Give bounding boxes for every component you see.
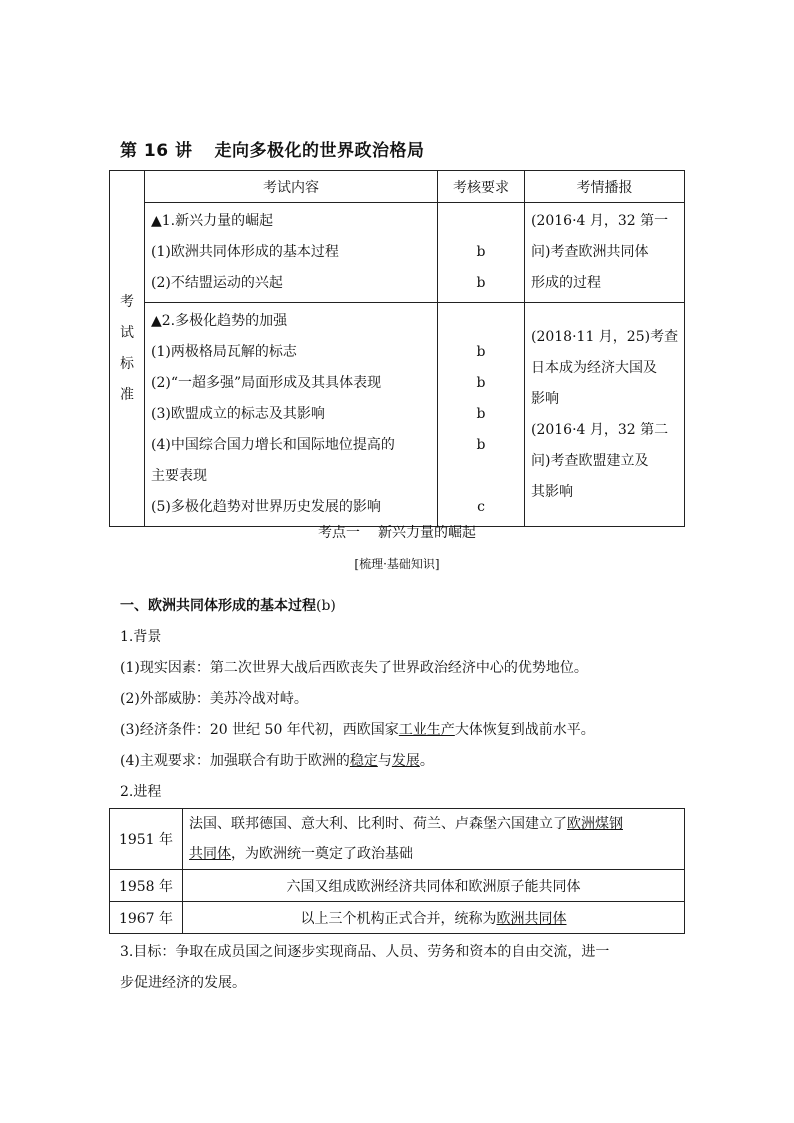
table-row [110, 809, 685, 870]
table-row [110, 870, 685, 902]
year-cell: 1967 年 [110, 902, 183, 934]
background-point-3: (3)经济条件：20 世纪 50 年代初，西欧国家工业生产大体恢复到战前水平。 [120, 722, 595, 738]
lecture-title: 走向多极化的世界政治格局 [214, 141, 425, 161]
side-label: 考 试 标 准 [110, 171, 145, 527]
header-info: 考情播报 [525, 171, 685, 203]
goal-line-1: 3.目标：争取在成员国之间逐步实现商品、人员、劳务和资本的自由交流，进一 [120, 944, 610, 960]
year-cell: 1958 年 [110, 870, 183, 902]
lecture-number: 第 16 讲 [120, 141, 193, 161]
info-cell: (2018·11 月，25)考查 日本成为经济大国及 影响 (2016·4 月，32 第二 问)考查欧盟建立及 其影响 [525, 303, 685, 527]
process-heading: 2.进程 [120, 784, 162, 800]
event-cell: 六国又组成欧洲经济共同体和欧洲原子能共同体 [183, 870, 685, 902]
exam-standards-table [109, 170, 685, 527]
content-cell: ▲2.多极化趋势的加强 (1)两极格局瓦解的标志 (2)“一超多强”局面形成及其具体表现 (3)欧盟成立的标志及其影响 (4)中国综合国力增长和国际地位提高的 主要表现 (5)多极化趋势对世界历史发展的影响 [145, 303, 438, 527]
table-row [110, 303, 685, 527]
header-content: 考试内容 [145, 171, 438, 203]
table-row [110, 902, 685, 934]
info-cell: (2016·4 月，32 第一 问)考查欧洲共同体 形成的过程 [525, 203, 685, 303]
process-table [109, 808, 685, 934]
page-title [120, 136, 425, 161]
event-cell: 法国、联邦德国、意大利、比利时、荷兰、卢森堡六国建立了欧洲煤钢 共同体，为欧洲统一奠定了政治基础 [183, 809, 685, 870]
goal-line-2: 步促进经济的发展。 [120, 975, 246, 991]
event-cell: 以上三个机构正式合并，统称为欧洲共同体 [183, 902, 685, 934]
requirement-cell: b b b b c [438, 303, 525, 527]
year-cell: 1951 年 [110, 809, 183, 870]
background-point-1: (1)现实因素：第二次世界大战后西欧丧失了世界政治经济中心的优势地位。 [120, 660, 588, 676]
requirement-cell: b b [438, 203, 525, 303]
background-heading: 1.背景 [120, 629, 162, 645]
section-subtitle: [梳理·基础知识] [354, 557, 440, 571]
header-requirement: 考核要求 [438, 171, 525, 203]
content-cell: ▲1.新兴力量的崛起 (1)欧洲共同体形成的基本过程 (2)不结盟运动的兴起 [145, 203, 438, 303]
background-point-2: (2)外部威胁：美苏冷战对峙。 [120, 691, 308, 707]
section-heading: 一、欧洲共同体形成的基本过程(b) [120, 598, 336, 614]
kaodian-heading: 考点一 新兴力量的崛起 [318, 525, 476, 541]
table-row [110, 203, 685, 303]
background-point-4: (4)主观要求：加强联合有助于欧洲的稳定与发展。 [120, 753, 434, 769]
